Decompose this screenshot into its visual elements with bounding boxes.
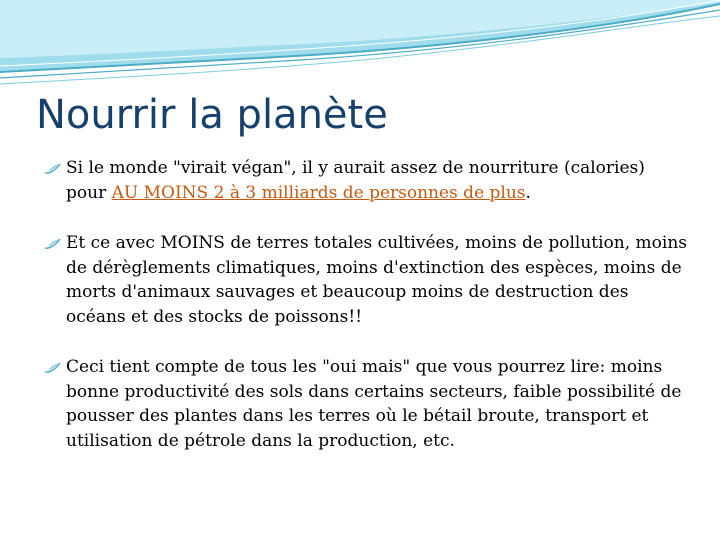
bullet-text: Et ce avec MOINS de terres totales cultivées, moins de pollution, moins de dérèglements climatiques, moins d'extinction des espèces, moins de morts d'animaux sauvages et beaucoup moins de destruction des océans et des stocks de poissons!! bbox=[66, 233, 687, 327]
bullet-item bbox=[44, 355, 688, 453]
bullet-item bbox=[44, 231, 688, 329]
population-link[interactable]: AU MOINS 2 à 3 milliards de personnes de plus bbox=[111, 182, 526, 203]
bullet-list bbox=[44, 156, 688, 453]
bullet-text: Ceci tient compte de tous les "oui mais" que vous pourrez lire: moins bonne productivité des sols dans certains secteurs, faible possibilité de pousser des plantes dans les terres où le bétail broute, transport et utilisation de pétrole dans la production, etc. bbox=[66, 357, 682, 451]
slide-title: Nourrir la planète bbox=[36, 92, 388, 138]
scroll-leaf-icon bbox=[44, 361, 62, 374]
header-wave-decoration bbox=[0, 0, 720, 90]
bullet-text-end: . bbox=[525, 182, 531, 203]
scroll-leaf-icon bbox=[44, 162, 62, 175]
bullet-text: Si le monde "virait végan", il y aurait assez de nourriture (calories) pour bbox=[66, 158, 645, 203]
scroll-leaf-icon bbox=[44, 237, 62, 250]
bullet-item bbox=[44, 156, 688, 205]
